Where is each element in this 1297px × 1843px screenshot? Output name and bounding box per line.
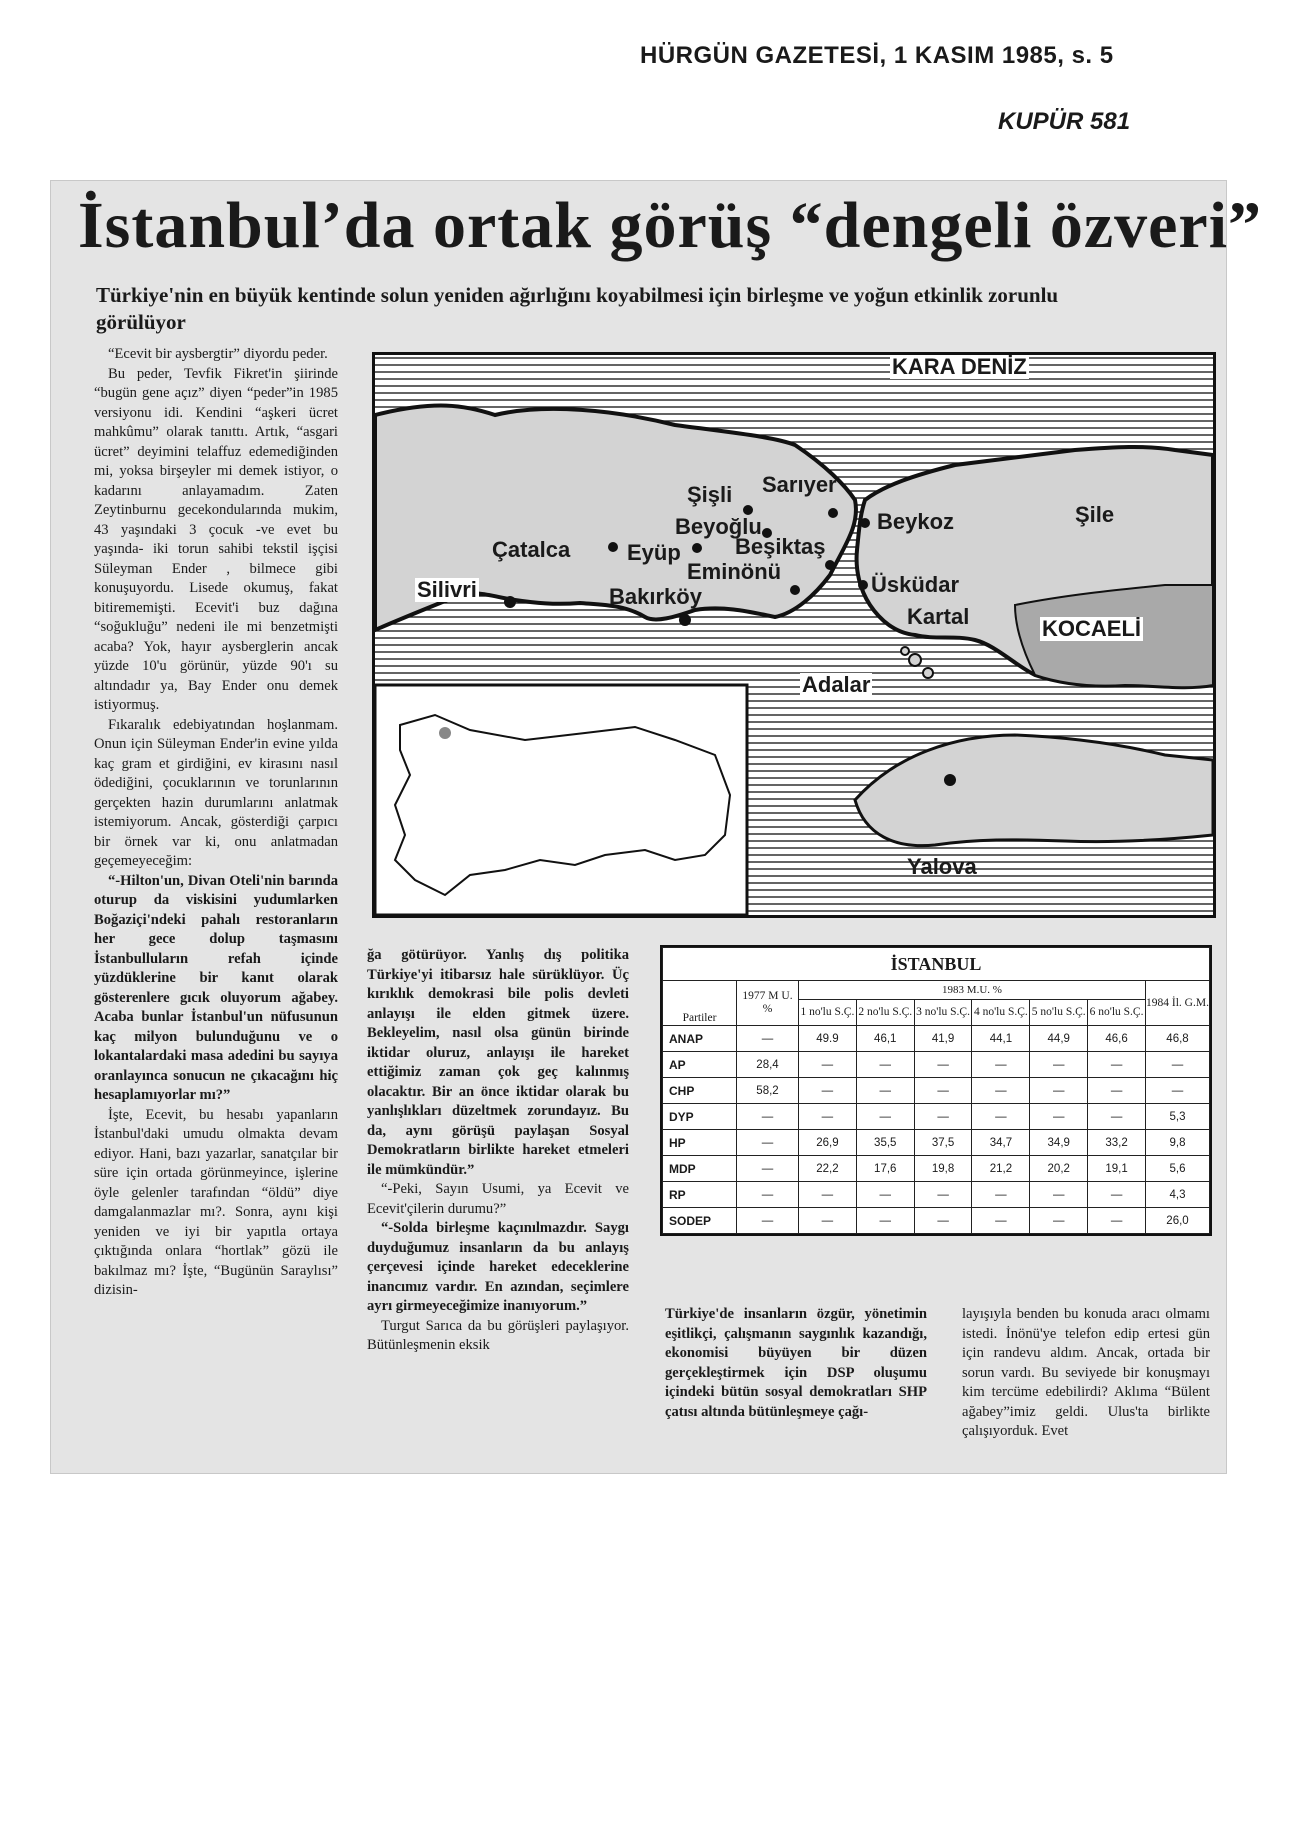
result-cell: — [737, 1026, 799, 1052]
result-cell: — [1088, 1104, 1146, 1130]
eminonu-dot [790, 585, 800, 595]
map-label-silivri: Silivri [417, 577, 477, 602]
result-cell: 9,8 [1145, 1130, 1209, 1156]
col-header-district: 4 no'lu S.Ç. [972, 1000, 1030, 1026]
party-name: SODEP [663, 1208, 737, 1234]
map-label-eyup: Eyüp [627, 540, 681, 565]
result-cell: — [914, 1052, 972, 1078]
result-cell: 20,2 [1030, 1156, 1088, 1182]
result-cell: — [1088, 1052, 1146, 1078]
col-header-district: 5 no'lu S.Ç. [1030, 1000, 1088, 1026]
table-row [663, 1156, 1210, 1182]
result-cell: — [914, 1182, 972, 1208]
article-column-4 [962, 1305, 1210, 1442]
result-cell: 46,8 [1145, 1026, 1209, 1052]
paragraph: “-Solda birleşme kaçınılmazdır. Saygı duyduğumuz insanların da bu anlayış çerçevesi içinde hareket edeceklerine inancımız vardır. En azından, seçimlere ayrı girmeyeceğimize inanıyorum.” [367, 1220, 629, 1314]
result-cell: — [1088, 1078, 1146, 1104]
map-label-beyoglu: Beyoğlu [675, 514, 762, 539]
result-cell: 58,2 [737, 1078, 799, 1104]
silivri-dot [504, 596, 516, 608]
map-label-catalca: Çatalca [492, 537, 571, 562]
result-cell: — [799, 1104, 857, 1130]
result-cell: — [914, 1104, 972, 1130]
result-cell: — [799, 1182, 857, 1208]
result-cell: — [972, 1078, 1030, 1104]
result-cell: 44,9 [1030, 1026, 1088, 1052]
table-row [663, 1182, 1210, 1208]
result-cell: — [972, 1104, 1030, 1130]
paragraph: İşte, Ecevit, bu hesabı yapanların İstanbul'daki umudu olmakta devam ediyor. Hani, bazı yazarlar, sanatçılar bir süre için ortada görünmeyince, işlerine öyle gelenler tarafından “öldü” diye damgalanmazlar mı?. Sonra, aynı kişi yeniden ve iyi bir yapıtla ortaya çıktığında onlara “hortlak” gözü ile bakılmaz mı? İşte, “Bugünün Saraylısı” dizisin- [94, 1106, 338, 1298]
sariyer-dot [828, 508, 838, 518]
map-label-uskudar: Üsküdar [871, 572, 960, 597]
result-cell: 5,3 [1145, 1104, 1209, 1130]
turkey-inset-frame [375, 685, 747, 915]
island [901, 647, 909, 655]
party-name: ANAP [663, 1026, 737, 1052]
result-cell: — [1030, 1104, 1088, 1130]
result-cell: — [1030, 1078, 1088, 1104]
col-header-1984: 1984 İl. G.M. [1145, 981, 1209, 1026]
result-cell: — [1088, 1182, 1146, 1208]
result-cell: 46,6 [1088, 1026, 1146, 1052]
table-row [663, 1078, 1210, 1104]
result-cell: — [972, 1052, 1030, 1078]
result-cell: — [856, 1052, 914, 1078]
clipping-number: KUPÜR 581 [998, 108, 1131, 135]
result-cell: — [1145, 1078, 1209, 1104]
party-name: RP [663, 1182, 737, 1208]
result-cell: — [856, 1078, 914, 1104]
result-cell: 37,5 [914, 1130, 972, 1156]
result-cell: 26,0 [1145, 1208, 1209, 1234]
paragraph: “-Hilton'un, Divan Oteli'nin barında oturup da viskisini yudumlarken Boğaziçi'ndeki pahalı restoranların her gece dolup taşmasını İstanbulluların refah içinde yüzdüklerine bir kanıt olarak gösterenlere gıcık oluyorum ağabey. Acaba bunlar İstanbul'un nüfusunun kaç milyon bulunduğunu ve o lokantalardaki masa adedini bu sayıya oranlayınca sonucun ne çıkacağını hiç hesaplamıyorlar mı?” [94, 872, 338, 1103]
table-row [663, 1052, 1210, 1078]
col-group-1983: 1983 M.U. % [799, 981, 1146, 1000]
source-line: HÜRGÜN GAZETESİ, 1 KASIM 1985, s. 5 [640, 42, 1114, 69]
result-cell: — [914, 1078, 972, 1104]
result-cell: 33,2 [1088, 1130, 1146, 1156]
catalca-dot [608, 542, 618, 552]
result-cell: — [972, 1208, 1030, 1234]
bakirkoy-dot [679, 614, 691, 626]
eyup-dot [692, 543, 702, 553]
paragraph: layışıyla benden bu konuda aracı olmamı istedi. İnönü'ye telefon edip ertesi gün için randevu aldım. Ancak, ortada bir sorun vardı. Bu seviyede bir konuşmayı kim tercüme edebilirdi? Aklıma “Bülent ağabey”imiz geldi. Ulus'ta birlikte çalışıyorduk. Evet [962, 1306, 1210, 1439]
result-cell: — [737, 1156, 799, 1182]
result-cell: — [1030, 1182, 1088, 1208]
party-name: MDP [663, 1156, 737, 1182]
result-cell: — [1088, 1208, 1146, 1234]
result-cell: 26,9 [799, 1130, 857, 1156]
island [923, 668, 933, 678]
besiktas-dot [825, 560, 835, 570]
result-cell: — [799, 1078, 857, 1104]
map-label-kartal: Kartal [907, 604, 970, 629]
article-column-2 [367, 946, 629, 1356]
paragraph: Türkiye'de insanların özgür, yönetimin eşitlikçi, çalışmanın saygınlık kazandığı, ekonomisi büyüyen bir düzen gerçekleştirmek için DSP oluşumu içindeki bütün sosyal demokratları SHP çatısı altında bütünleşmeye çağı- [665, 1306, 927, 1420]
col-header-party: Partiler [663, 981, 737, 1026]
result-cell: 35,5 [856, 1130, 914, 1156]
table-row [663, 1208, 1210, 1234]
result-cell: 4,3 [1145, 1182, 1209, 1208]
result-cell: — [737, 1208, 799, 1234]
result-cell: 34,9 [1030, 1130, 1088, 1156]
result-cell: — [856, 1182, 914, 1208]
result-cell: 22,2 [799, 1156, 857, 1182]
subheadline: Türkiye'nin en büyük kentinde solun yeniden ağırlığını koyabilmesi için birleşme ve yoğun etkinlik zorunlu görülüyor [96, 283, 1059, 334]
result-cell: — [914, 1208, 972, 1234]
table-body [663, 1026, 1210, 1234]
table-row [663, 1104, 1210, 1130]
article-column-3 [665, 1305, 927, 1422]
party-name: HP [663, 1130, 737, 1156]
result-cell: 19,8 [914, 1156, 972, 1182]
col-header-district: 3 no'lu S.Ç. [914, 1000, 972, 1026]
result-cell: 19,1 [1088, 1156, 1146, 1182]
table-title: İSTANBUL [663, 948, 1210, 981]
col-header-district: 1 no'lu S.Ç. [799, 1000, 857, 1026]
map-label-bakirkoy: Bakırköy [609, 584, 702, 609]
result-cell: 44,1 [972, 1026, 1030, 1052]
uskudar-dot [858, 580, 868, 590]
result-cell: 46,1 [856, 1026, 914, 1052]
paragraph: Bu peder, Tevfik Fikret'in şiirinde “bugün gene açız” diyen “peder”in 1985 versiyonu idi. Kendini “aşkeri ücret mahkûmu” olarak tanıttı. Artık, “asgari ücret” deyimini telaffuz edemediğinden mi, yoksa birşeyler mi demek istiyor, o kadarını anlayamadım. Zaten Zeytinburnu gecekondularında mukim, 43 yaşındaki 3 çocuk -ve evet bu yaşında- iki torun sahibi tekstil işçisi Süleyman Ender , bilmece gibi konuşuyordu. Lisede okumuş, fakat bitirememişti. Ecevit'i buz dağına “soğukluğu” nedeni ile mi benzetmişti acaba? Yok, hayır aysberglerin ancak yüzde 10'u görünür, yüzde 90'ı su altındadır ya, Bay Ender onu demek istiyormuş. [94, 365, 338, 713]
article-column-1 [94, 345, 338, 1301]
table-row [663, 1026, 1210, 1052]
result-cell: — [737, 1104, 799, 1130]
election-results-table [660, 945, 1212, 1236]
result-cell: — [972, 1182, 1030, 1208]
beykoz-dot [860, 518, 870, 528]
result-cell: — [799, 1052, 857, 1078]
map-label-kara-deniz: KARA DENİZ [892, 354, 1027, 379]
paragraph: “Ecevit bir aysbergtir” diyordu peder. [108, 346, 328, 362]
result-cell: — [856, 1208, 914, 1234]
result-cell: — [737, 1182, 799, 1208]
result-cell: — [856, 1104, 914, 1130]
result-cell: 28,4 [737, 1052, 799, 1078]
col-header-district: 2 no'lu S.Ç. [856, 1000, 914, 1026]
result-cell: — [799, 1208, 857, 1234]
col-header-district: 6 no'lu S.Ç. [1088, 1000, 1146, 1026]
result-cell: — [1145, 1052, 1209, 1078]
istanbul-marker [439, 727, 451, 739]
result-cell: — [737, 1130, 799, 1156]
map-label-kocaeli: KOCAELİ [1042, 616, 1141, 641]
party-name: DYP [663, 1104, 737, 1130]
paragraph: Turgut Sarıca da bu görüşleri paylaşıyor. Bütünleşmenin eksik [367, 1317, 629, 1353]
island [909, 654, 921, 666]
party-name: CHP [663, 1078, 737, 1104]
result-cell: — [1030, 1208, 1088, 1234]
result-cell: 34,7 [972, 1130, 1030, 1156]
party-name: AP [663, 1052, 737, 1078]
result-cell: 49.9 [799, 1026, 857, 1052]
paragraph: Fıkaralık edebiyatından hoşlanmam. Onun için Süleyman Ender'in evine yılda kaç gram et girdiğini, ev kirasını nasıl ödediğini, çocuklarının ve torunlarının gerçekten hazin durumlarını anlatmak istemiyorum. Ancak, gösterdiği çarpıcı bir örnek var ki, onu anlatmadan geçemeyeceğim: [94, 716, 338, 869]
map-label-adalar: Adalar [802, 672, 871, 697]
map-label-sile: Şile [1075, 502, 1115, 527]
result-cell: — [1030, 1052, 1088, 1078]
col-header-1977: 1977 M U. % [737, 981, 799, 1026]
istanbul-map [372, 352, 1216, 918]
map-label-sariyer: Sarıyer [762, 472, 837, 497]
result-cell: 17,6 [856, 1156, 914, 1182]
map-label-sisli: Şişli [687, 482, 733, 507]
paragraph: ğa götürüyor. Yanlış dış politika Türkiye'yi itibarsız hale sürüklüyor. Üç kırıklık demokrasi bile polis devleti anlayışı ile elden gitmek üzere. Bekleyelim, nasıl olsa günün birinde iktidar oluruz, anlayışı ile hareket ettiğimiz zaman çok geç kalınmış olacaktır. Bir an önce iktidar olarak bu yanlışlıkları düzeltmek zorundayız. Bu da, aynı görüşü paylaşan Sosyal Demokratların birlikte hareket etmeleri ile mümkündür.” [367, 947, 629, 1178]
result-cell: 21,2 [972, 1156, 1030, 1182]
paragraph: “-Peki, Sayın Usumi, ya Ecevit ve Ecevit'çilerin durumu?” [367, 1181, 629, 1217]
map-label-besiktas: Beşiktaş [735, 534, 826, 559]
map-label-beykoz: Beykoz [877, 509, 955, 534]
result-cell: 41,9 [914, 1026, 972, 1052]
map-label-eminonu: Eminönü [687, 559, 782, 584]
yalova-dot [944, 774, 956, 786]
map-label-yalova: Yalova [907, 854, 977, 879]
result-cell: 5,6 [1145, 1156, 1209, 1182]
table-row [663, 1130, 1210, 1156]
headline: İstanbul’da ortak görüş “dengeli özveri” [78, 189, 1263, 262]
